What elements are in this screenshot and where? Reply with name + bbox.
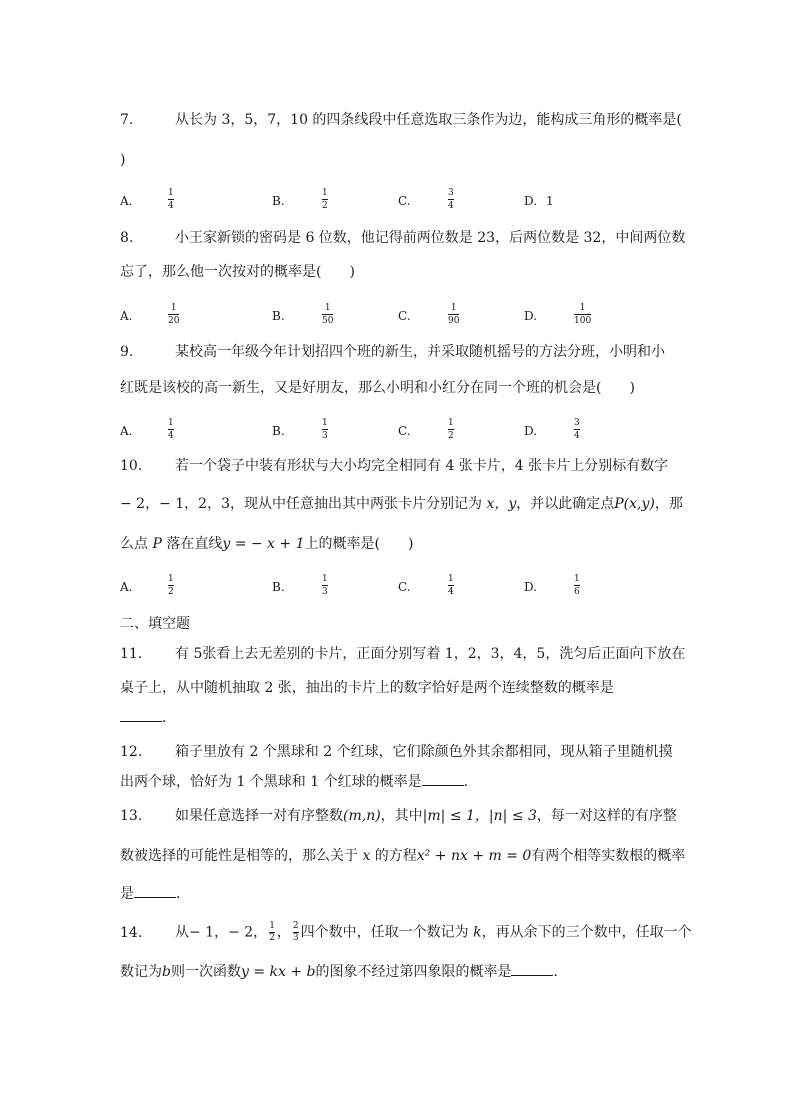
question-number: 8.: [120, 230, 134, 246]
option-d-letter: D.: [524, 424, 538, 438]
option-b-letter: B.: [272, 309, 285, 323]
math-expression: P(x,y): [614, 496, 655, 512]
option-d-letter: D.: [524, 194, 538, 208]
question-text: ，每一对这样的有序整: [536, 808, 677, 824]
question-text: ．: [176, 886, 190, 902]
question-text: 么点: [120, 536, 153, 552]
question-text: 小王家新锁的密码是 6 位数，他记得前两位数是 23，后两位数是 32，中间两位数: [175, 230, 686, 246]
math-expression: x: [362, 848, 371, 864]
option-c-fraction: 1 90: [448, 303, 460, 326]
option-c-letter: C.: [398, 580, 411, 594]
question-text: 落在直线: [161, 536, 223, 552]
math-expression: k: [473, 924, 482, 941]
option-a-letter: A.: [120, 424, 133, 438]
option-d-value: 1: [546, 194, 554, 208]
question-text: 的方程: [370, 848, 417, 864]
question-text: 如果任意选择一对有序整数: [175, 808, 343, 824]
question-13-line-2: [120, 846, 685, 866]
question-text: ．: [553, 964, 568, 980]
question-text: ，其中: [380, 808, 423, 824]
question-text: 则一次函数: [170, 964, 241, 980]
question-text: 上的概率是( ): [304, 536, 414, 552]
question-10-line-1: [120, 456, 668, 476]
option-b-fraction: 1 2: [322, 188, 328, 211]
question-text: 从长为 3，5，7，10 的四条线段中任意选取三条作为边，能构成三角形的概率是(: [175, 112, 682, 128]
option-c-fraction: 3 4: [448, 188, 454, 211]
question-text: 桌子上，从中随机抽取 2 张，抽出的卡片上的数字恰好是两个连续整数的概率是: [120, 680, 614, 696]
question-text: 从− 1，− 2，: [175, 924, 268, 941]
question-number: 10.: [120, 458, 143, 474]
option-a-letter: A.: [120, 580, 133, 594]
question-number: 11.: [120, 646, 143, 662]
option-d-letter: D.: [524, 309, 538, 323]
math-expression: P: [152, 536, 162, 552]
question-number: 9.: [120, 344, 134, 360]
question-number: 13.: [120, 808, 143, 824]
option-d-fraction: 1 6: [574, 574, 580, 597]
math-expression: x，y: [486, 496, 517, 512]
answer-blank[interactable]: [134, 885, 176, 898]
math-expression: x² + nx + m = 0: [416, 848, 532, 864]
option-b-letter: B.: [272, 580, 285, 594]
question-text: 红既是该校的高一新生，又是好朋友，那么小明和小红分在同一个班的机会是( ): [120, 380, 635, 396]
question-7-line-2: [120, 150, 125, 170]
question-number: 7.: [120, 112, 134, 128]
question-number: 14.: [120, 924, 143, 941]
question-text: 忘了，那么他一次按对的概率是( ): [120, 264, 355, 280]
question-text: ，: [276, 924, 291, 941]
question-9-line-2: [120, 378, 635, 398]
option-b-fraction: 1 50: [322, 303, 334, 326]
question-text: 若一个袋子中装有形状与大小均完全相同有 4 张卡片，4 张卡片上分别标有数字: [175, 458, 669, 474]
option-b-fraction: 1 3: [322, 418, 328, 441]
question-text: ，那: [654, 496, 683, 512]
math-expression: |m| ≤ 1，|n| ≤ 3: [422, 808, 537, 824]
question-text: 有 5张看上去无差别的卡片，正面分别写着 1，2，3，4，5，洗匀后正面向下放在: [175, 646, 686, 662]
question-text: ．: [463, 774, 478, 790]
option-c-letter: C.: [398, 309, 411, 323]
question-text: 箱子里放有 2 个黑球和 2 个红球，它们除颜色外其余都相同，现从箱子里随机摸: [175, 744, 673, 760]
question-text: 四个数中，任取一个数记为: [300, 924, 474, 941]
question-13-line-3: [120, 884, 190, 904]
answer-blank[interactable]: [511, 963, 553, 976]
option-c-fraction: 1 4: [448, 574, 454, 597]
option-a-letter: A.: [120, 194, 133, 208]
option-a-fraction: 1 20: [168, 303, 180, 326]
question-number: 12.: [120, 744, 143, 760]
inline-fraction: $\frac{2}{3}$: [292, 921, 299, 943]
inline-fraction: $\frac{1}{2}$: [269, 921, 275, 943]
question-8-line-1: [120, 228, 685, 248]
option-c-fraction: 1 2: [448, 418, 454, 441]
question-11-line-3: [120, 708, 176, 728]
math-expression: y = kx + b: [240, 964, 316, 980]
answer-blank[interactable]: [422, 773, 464, 786]
option-d-fraction: 3 4: [574, 418, 580, 441]
question-text: 数记为: [120, 964, 162, 980]
option-a-fraction: 1 4: [168, 188, 174, 211]
option-d-letter: D.: [524, 580, 538, 594]
option-b-letter: B.: [272, 194, 285, 208]
option-a-fraction: 1 2: [168, 574, 174, 597]
question-text: 某校高一年级今年计划招四个班的新生，并采取随机摇号的方法分班，小明和小: [175, 344, 665, 360]
question-text: 数被选择的可能性是相等的，那么关于: [120, 848, 363, 864]
question-text: ): [120, 152, 126, 168]
question-text: 有两个相等实数根的概率: [531, 848, 686, 864]
math-expression: b: [162, 964, 171, 980]
option-b-letter: B.: [272, 424, 285, 438]
math-expression: y = − x + 1: [222, 536, 305, 552]
question-text: ．: [162, 710, 176, 726]
option-a-letter: A.: [120, 309, 133, 323]
question-7-line-1: [120, 110, 682, 130]
question-11-line-1: [120, 644, 685, 664]
question-12-line-1: [120, 742, 673, 762]
section-heading: 二、填空题: [120, 616, 190, 632]
question-text: 出两个球，恰好为 1 个黑球和 1 个红球的概率是: [120, 774, 422, 790]
option-c-letter: C.: [398, 194, 411, 208]
question-8-line-2: [120, 262, 355, 282]
question-text: ，再从余下的三个数中，任取一个: [481, 924, 692, 941]
question-12-line-2: [120, 772, 478, 792]
answer-blank[interactable]: [120, 709, 162, 722]
question-10-line-3: [120, 534, 413, 554]
question-text: 的图象不经过第四象限的概率是: [315, 964, 512, 980]
question-11-line-2: [120, 678, 614, 698]
question-text: ，并以此确定点: [516, 496, 615, 512]
question-9-line-1: [120, 342, 665, 362]
option-d-fraction: 1 100: [574, 303, 592, 326]
option-a-fraction: 1 4: [168, 418, 174, 441]
question-text: 是: [120, 886, 134, 902]
question-text: − 2，− 1，2，3，现从中任意抽出其中两张卡片分别记为: [120, 496, 487, 512]
question-10-line-2: [120, 494, 683, 514]
question-13-line-1: [120, 806, 677, 826]
option-b-fraction: 1 3: [322, 574, 328, 597]
option-c-letter: C.: [398, 424, 411, 438]
math-expression: (m,n): [343, 808, 381, 824]
question-14-line-2: [120, 962, 567, 982]
question-14-line-1: [120, 922, 692, 943]
